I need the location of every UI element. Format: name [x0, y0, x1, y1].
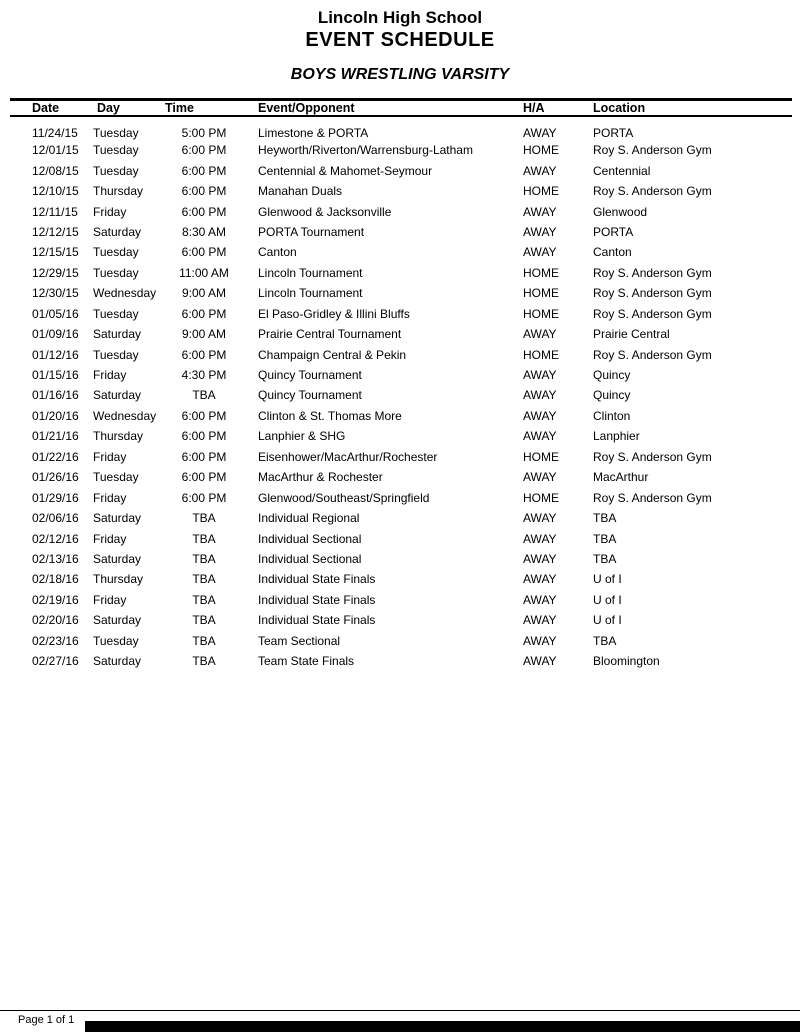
- cell-home-away: HOME: [523, 286, 559, 301]
- cell-date: 02/27/16: [32, 654, 79, 669]
- cell-event: Manahan Duals: [258, 184, 343, 199]
- cell-home-away: AWAY: [523, 470, 557, 485]
- cell-location: Quincy: [593, 368, 631, 383]
- cell-time: TBA: [192, 592, 216, 607]
- cell-time: 11:00 AM: [179, 265, 229, 280]
- cell-date: 02/18/16: [32, 572, 79, 587]
- cell-time: 4:30 PM: [181, 368, 227, 383]
- cell-time: 6:00 PM: [181, 163, 227, 178]
- cell-time: 9:00 AM: [181, 327, 227, 342]
- cell-event: Lincoln Tournament: [258, 286, 363, 301]
- cell-event: Team Sectional: [258, 633, 341, 648]
- cell-time: 6:00 PM: [181, 306, 227, 321]
- schedule-row: [10, 242, 792, 262]
- cell-time: TBA: [192, 531, 216, 546]
- cell-day: Saturday: [93, 327, 142, 342]
- cell-event: Prairie Central Tournament: [258, 327, 402, 342]
- cell-location: Roy S. Anderson Gym: [593, 265, 712, 280]
- cell-event: MacArthur & Rochester: [258, 470, 383, 485]
- schedule-row: [10, 508, 792, 528]
- cell-day: Friday: [93, 592, 127, 607]
- cell-time: TBA: [192, 572, 216, 587]
- cell-event: Individual Regional: [258, 511, 360, 526]
- schedule-row: [10, 487, 792, 507]
- schedule-row: [10, 528, 792, 548]
- cell-event: Quincy Tournament: [258, 388, 362, 403]
- schedule-row: [10, 631, 792, 651]
- cell-date: 01/09/16: [32, 327, 79, 342]
- cell-day: Tuesday: [93, 306, 139, 321]
- schedule-row: [10, 140, 792, 160]
- cell-location: Glenwood: [593, 204, 648, 219]
- cell-time: 5:00 PM: [181, 126, 227, 140]
- cell-event: Champaign Central & Pekin: [258, 347, 407, 362]
- schedule-row: [10, 201, 792, 221]
- cell-date: 12/15/15: [32, 245, 79, 260]
- cell-home-away: HOME: [523, 347, 559, 362]
- page-title: EVENT SCHEDULE: [305, 29, 495, 51]
- cell-time: TBA: [192, 511, 216, 526]
- cell-day: Friday: [93, 490, 127, 505]
- cell-home-away: AWAY: [523, 511, 557, 526]
- cell-event: Individual Sectional: [258, 551, 362, 566]
- cell-event: Quincy Tournament: [258, 368, 362, 383]
- cell-day: Friday: [93, 531, 127, 546]
- cell-home-away: HOME: [523, 143, 559, 158]
- schedule-row: [10, 549, 792, 569]
- cell-location: Roy S. Anderson Gym: [593, 184, 712, 199]
- cell-day: Tuesday: [93, 245, 139, 260]
- schedule-row: [10, 263, 792, 283]
- cell-home-away: HOME: [523, 449, 559, 464]
- cell-date: 01/15/16: [32, 368, 79, 383]
- cell-date: 12/30/15: [32, 286, 79, 301]
- cell-location: Roy S. Anderson Gym: [593, 143, 712, 158]
- cell-location: TBA: [593, 531, 617, 546]
- cell-date: 01/21/16: [32, 429, 79, 444]
- schedule-row: [10, 283, 792, 303]
- cell-day: Wednesday: [93, 286, 157, 301]
- cell-home-away: AWAY: [523, 613, 557, 628]
- cell-home-away: HOME: [523, 184, 559, 199]
- cell-day: Friday: [93, 368, 127, 383]
- cell-day: Thursday: [93, 184, 144, 199]
- cell-time: 6:00 PM: [181, 470, 227, 485]
- cell-day: Friday: [93, 449, 127, 464]
- cell-time: TBA: [192, 633, 216, 648]
- cell-day: Thursday: [93, 572, 144, 587]
- cell-event: Individual Sectional: [258, 531, 362, 546]
- column-header-date: Date: [10, 100, 90, 117]
- column-header-location: Location: [593, 100, 792, 117]
- cell-home-away: AWAY: [523, 163, 557, 178]
- footer-divider: [0, 1010, 800, 1011]
- column-header-event: Event/Opponent: [245, 100, 523, 117]
- cell-home-away: AWAY: [523, 572, 557, 587]
- cell-location: Clinton: [593, 408, 631, 423]
- schedule-row: [10, 467, 792, 487]
- cell-date: 01/22/16: [32, 449, 79, 464]
- schedule-row: [10, 651, 792, 671]
- cell-location: Roy S. Anderson Gym: [593, 306, 712, 321]
- cell-time: 8:30 AM: [181, 224, 227, 239]
- cell-location: PORTA: [593, 224, 634, 239]
- cell-location: TBA: [593, 633, 617, 648]
- cell-time: 6:00 PM: [181, 429, 227, 444]
- cell-event: Individual State Finals: [258, 572, 376, 587]
- cell-day: Tuesday: [93, 163, 139, 178]
- cell-time: TBA: [192, 613, 216, 628]
- cell-home-away: HOME: [523, 265, 559, 280]
- table-body: [10, 116, 792, 671]
- schedule-row: [10, 181, 792, 201]
- schedule-row: [10, 160, 792, 180]
- cell-home-away: AWAY: [523, 327, 557, 342]
- schedule-row: [10, 365, 792, 385]
- cell-time: 9:00 AM: [181, 286, 227, 301]
- schedule-row: [10, 426, 792, 446]
- cell-location: U of I: [593, 572, 622, 587]
- cell-home-away: HOME: [523, 306, 559, 321]
- cell-day: Friday: [93, 204, 127, 219]
- cell-event: Lincoln Tournament: [258, 265, 363, 280]
- cell-date: 12/29/15: [32, 265, 79, 280]
- cell-home-away: AWAY: [523, 245, 557, 260]
- cell-time: 6:00 PM: [181, 184, 227, 199]
- cell-location: PORTA: [593, 126, 634, 140]
- cell-date: 12/12/15: [32, 224, 79, 239]
- cell-home-away: AWAY: [523, 551, 557, 566]
- cell-day: Tuesday: [93, 347, 139, 362]
- page-number-label: Page 1 of 1: [18, 1014, 75, 1026]
- cell-time: 6:00 PM: [181, 245, 227, 260]
- cell-location: U of I: [593, 613, 622, 628]
- cell-event: Glenwood/Southeast/Springfield: [258, 490, 430, 505]
- cell-location: Quincy: [593, 388, 631, 403]
- cell-location: Canton: [593, 245, 632, 260]
- cell-event: Centennial & Mahomet-Seymour: [258, 163, 433, 178]
- cell-location: TBA: [593, 511, 617, 526]
- cell-date: 01/16/16: [32, 388, 79, 403]
- cell-event: Individual State Finals: [258, 613, 376, 628]
- cell-time: 6:00 PM: [181, 490, 227, 505]
- cell-event: Limestone & PORTA: [258, 126, 369, 140]
- cell-date: 01/05/16: [32, 306, 79, 321]
- cell-location: U of I: [593, 592, 622, 607]
- cell-home-away: AWAY: [523, 204, 557, 219]
- cell-date: 02/23/16: [32, 633, 79, 648]
- cell-location: Roy S. Anderson Gym: [593, 490, 712, 505]
- cell-event: Glenwood & Jacksonville: [258, 204, 392, 219]
- cell-event: Canton: [258, 245, 297, 260]
- cell-event: Heyworth/Riverton/Warrensburg-Latham: [258, 143, 473, 158]
- cell-date: 12/10/15: [32, 184, 79, 199]
- schedule-row: [10, 590, 792, 610]
- cell-day: Saturday: [93, 613, 142, 628]
- cell-day: Tuesday: [93, 470, 139, 485]
- cell-location: Roy S. Anderson Gym: [593, 449, 712, 464]
- column-header-home-away: H/A: [523, 100, 593, 117]
- schedule-row: [10, 447, 792, 467]
- cell-date: 02/20/16: [32, 613, 79, 628]
- cell-day: Thursday: [93, 429, 144, 444]
- cell-time: 6:00 PM: [181, 204, 227, 219]
- cell-location: Bloomington: [593, 654, 660, 669]
- cell-day: Wednesday: [93, 408, 157, 423]
- cell-time: TBA: [192, 388, 216, 403]
- cell-home-away: AWAY: [523, 368, 557, 383]
- column-header-time: Time: [163, 100, 245, 117]
- cell-day: Tuesday: [93, 265, 139, 280]
- cell-location: TBA: [593, 551, 617, 566]
- cell-day: Saturday: [93, 511, 142, 526]
- cell-event: Team State Finals: [258, 654, 355, 669]
- cell-day: Tuesday: [93, 143, 139, 158]
- cell-date: 02/06/16: [32, 511, 79, 526]
- cell-event: Eisenhower/MacArthur/Rochester: [258, 449, 438, 464]
- cell-home-away: AWAY: [523, 429, 557, 444]
- bottom-bar: [85, 1021, 800, 1032]
- cell-date: 01/20/16: [32, 408, 79, 423]
- cell-home-away: AWAY: [523, 408, 557, 423]
- cell-date: 11/24/15: [32, 126, 78, 140]
- schedule-row: [10, 385, 792, 405]
- cell-event: PORTA Tournament: [258, 224, 365, 239]
- cell-day: Tuesday: [93, 126, 139, 140]
- cell-event: Individual State Finals: [258, 592, 376, 607]
- cell-home-away: AWAY: [523, 531, 557, 546]
- cell-home-away: AWAY: [523, 126, 557, 140]
- cell-day: Tuesday: [93, 633, 139, 648]
- schedule-table: [10, 98, 792, 671]
- cell-time: 6:00 PM: [181, 449, 227, 464]
- cell-location: Centennial: [593, 163, 651, 178]
- cell-location: MacArthur: [593, 470, 649, 485]
- cell-home-away: HOME: [523, 490, 559, 505]
- schedule-row: [10, 116, 792, 140]
- schedule-row: [10, 324, 792, 344]
- cell-home-away: AWAY: [523, 224, 557, 239]
- page-header: [0, 0, 800, 85]
- cell-home-away: AWAY: [523, 592, 557, 607]
- cell-date: 01/26/16: [32, 470, 79, 485]
- cell-date: 02/19/16: [32, 592, 79, 607]
- column-header-day: Day: [90, 100, 163, 117]
- school-name: Lincoln High School: [317, 8, 483, 27]
- schedule-row: [10, 406, 792, 426]
- cell-day: Saturday: [93, 654, 142, 669]
- cell-time: TBA: [192, 551, 216, 566]
- cell-location: Roy S. Anderson Gym: [593, 286, 712, 301]
- cell-time: TBA: [192, 654, 216, 669]
- cell-location: Lanphier: [593, 429, 640, 444]
- cell-location: Prairie Central: [593, 327, 670, 342]
- cell-day: Saturday: [93, 388, 142, 403]
- cell-date: 02/12/16: [32, 531, 79, 546]
- schedule-row: [10, 222, 792, 242]
- page-subtitle: BOYS WRESTLING VARSITY: [290, 66, 510, 83]
- cell-event: El Paso-Gridley & Illini Bluffs: [258, 306, 410, 321]
- cell-date: 02/13/16: [32, 551, 79, 566]
- cell-day: Saturday: [93, 551, 142, 566]
- table-header-row: [10, 100, 792, 117]
- cell-date: 01/29/16: [32, 490, 79, 505]
- cell-date: 12/01/15: [32, 143, 79, 158]
- cell-day: Saturday: [93, 224, 142, 239]
- cell-time: 6:00 PM: [181, 347, 227, 362]
- cell-home-away: AWAY: [523, 633, 557, 648]
- cell-date: 12/08/15: [32, 163, 79, 178]
- cell-event: Lanphier & SHG: [258, 429, 346, 444]
- cell-location: Roy S. Anderson Gym: [593, 347, 712, 362]
- cell-date: 01/12/16: [32, 347, 79, 362]
- cell-time: 6:00 PM: [181, 143, 227, 158]
- cell-home-away: AWAY: [523, 654, 557, 669]
- cell-event: Clinton & St. Thomas More: [258, 408, 402, 423]
- cell-date: 12/11/15: [32, 204, 78, 219]
- cell-time: 6:00 PM: [181, 408, 227, 423]
- schedule-row: [10, 344, 792, 364]
- cell-home-away: AWAY: [523, 388, 557, 403]
- schedule-row: [10, 304, 792, 324]
- schedule-row: [10, 569, 792, 589]
- schedule-row: [10, 610, 792, 630]
